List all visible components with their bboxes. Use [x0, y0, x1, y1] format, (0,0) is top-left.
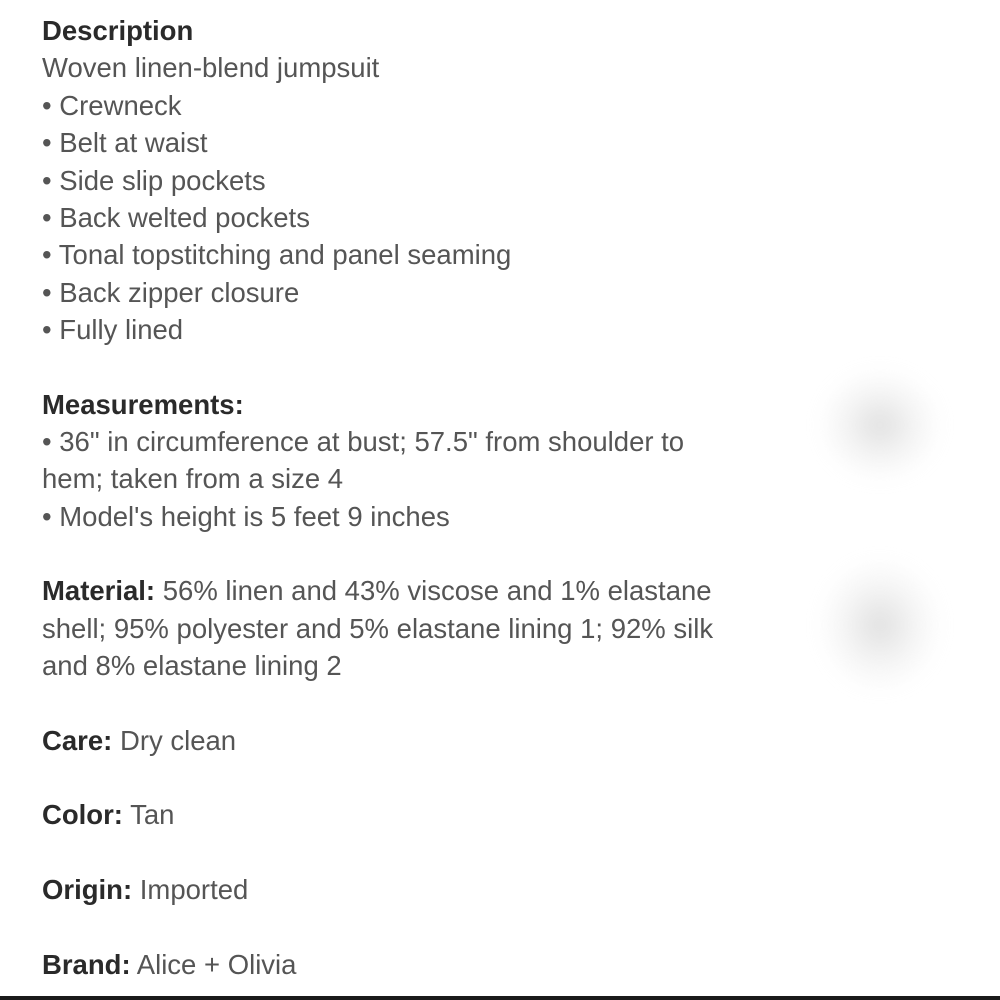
material-value: 56% linen and 43% viscose and 1% elastane — [155, 575, 712, 607]
measurements-heading: Measurements: — [42, 388, 244, 420]
description-heading: Description — [42, 15, 194, 46]
bullet-item: • Fully lined — [42, 314, 184, 346]
measurements-section — [42, 386, 802, 536]
care-row — [42, 722, 802, 759]
color-value: Tan — [122, 799, 175, 831]
details-content — [42, 12, 802, 984]
bullet-item: • Crewneck — [42, 89, 182, 121]
material-label: Material: — [42, 575, 156, 607]
bottom-divider — [0, 996, 1000, 1000]
description-section — [42, 12, 802, 349]
measurements-line: • Model's height is 5 feet 9 inches — [42, 500, 450, 532]
material-section — [42, 572, 802, 684]
brand-value: Alice + Olivia — [130, 949, 297, 981]
origin-label: Origin: — [42, 874, 133, 906]
background-blur — [820, 560, 940, 690]
origin-row — [42, 871, 802, 908]
bullet-item: • Tonal topstitching and panel seaming — [42, 239, 512, 271]
attributes-section — [42, 722, 802, 984]
material-value: shell; 95% polyester and 5% elastane lining 1; 92% silk — [42, 612, 714, 644]
origin-value: Imported — [132, 874, 249, 906]
brand-row — [42, 946, 802, 983]
care-value: Dry clean — [112, 724, 237, 756]
bullet-item: • Back zipper closure — [42, 276, 300, 308]
color-label: Color: — [42, 799, 123, 831]
brand-label: Brand: — [42, 949, 131, 981]
color-row — [42, 796, 802, 833]
measurements-line: • 36" in circumference at bust; 57.5" from shoulder to — [42, 426, 685, 458]
background-blur — [820, 370, 940, 480]
bullet-item: • Back welted pockets — [42, 202, 310, 234]
measurements-line: hem; taken from a size 4 — [42, 463, 344, 495]
material-value: and 8% elastane lining 2 — [42, 650, 342, 682]
care-label: Care: — [42, 724, 113, 756]
description-summary: Woven linen-blend jumpsuit — [42, 52, 380, 84]
description-bullet-list — [42, 87, 802, 349]
bullet-item: • Belt at waist — [42, 127, 208, 159]
bullet-item: • Side slip pockets — [42, 164, 266, 196]
